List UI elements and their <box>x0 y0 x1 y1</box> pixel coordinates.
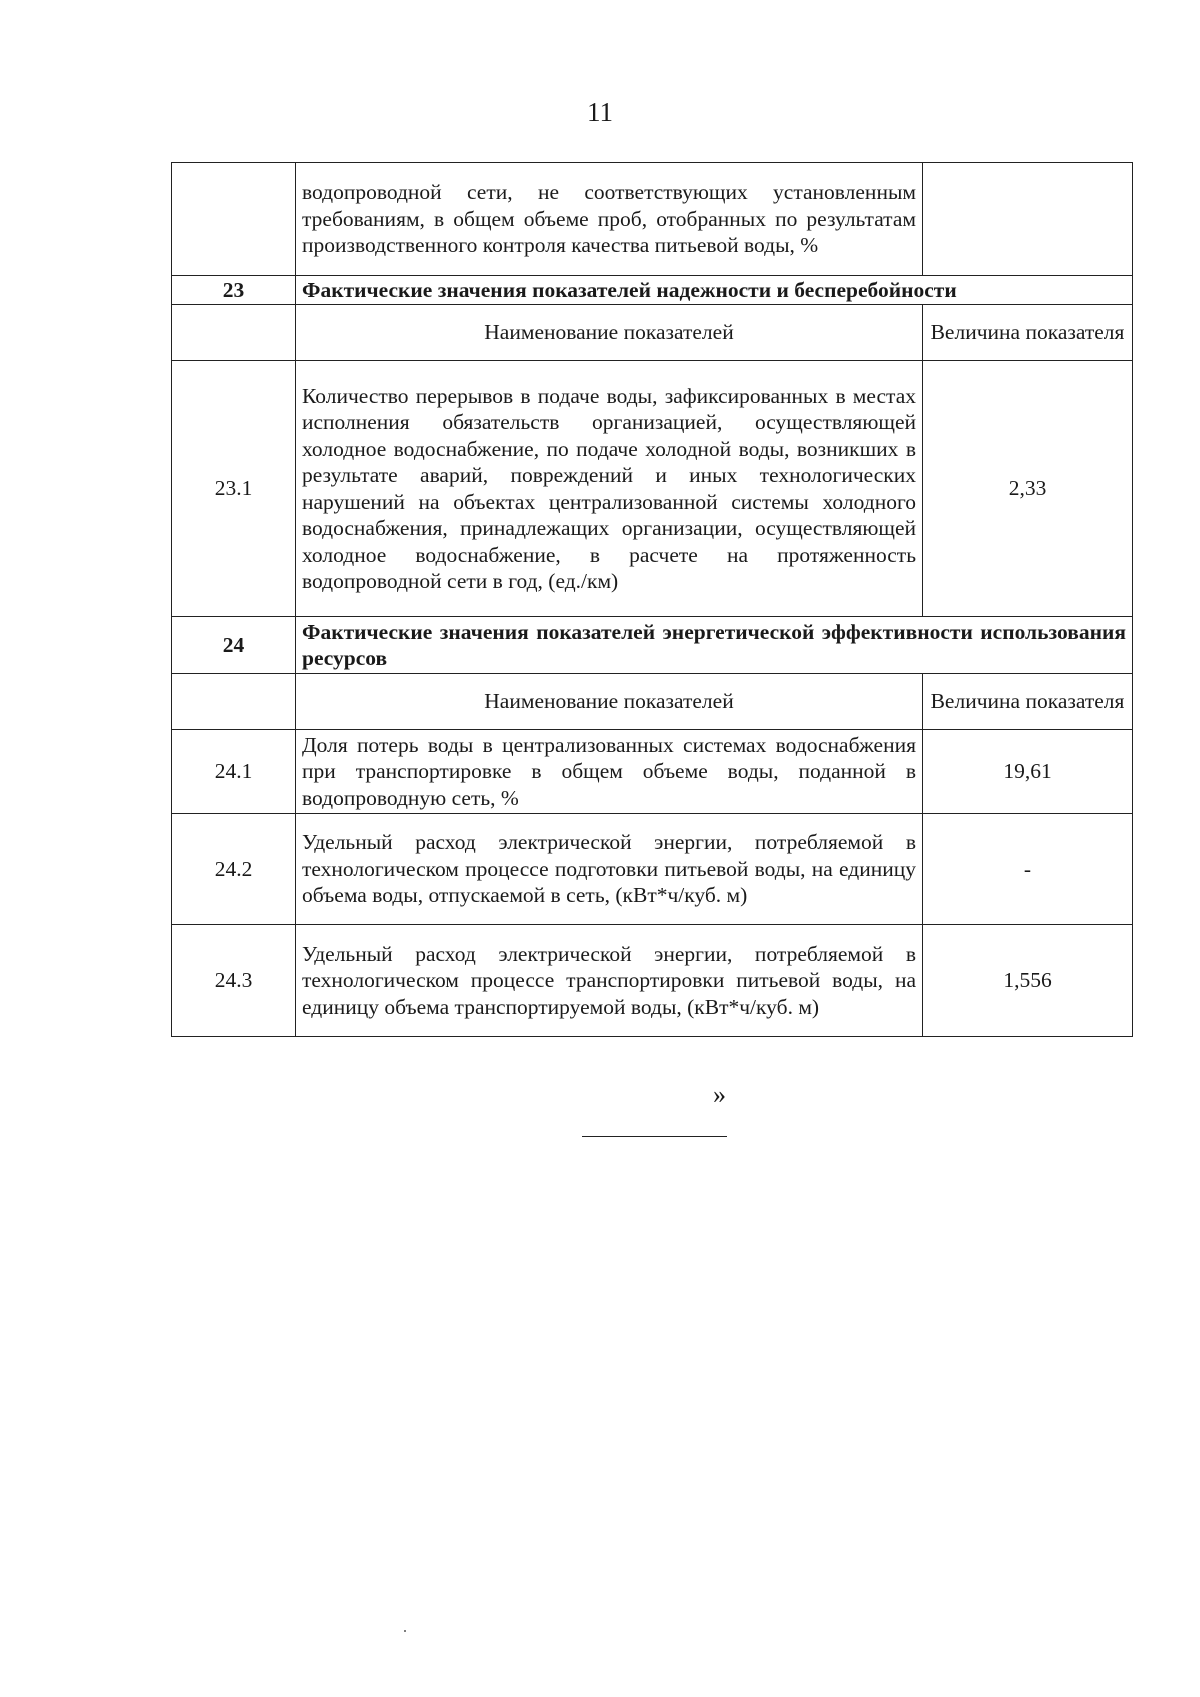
section-23-header <box>172 276 1133 305</box>
row-description: водопроводной сети, не соответствующих установленным требованиям, в общем объеме проб, отобранных по результатам производственного контроля качества питьевой воды, % <box>296 163 923 276</box>
end-line <box>582 1136 727 1137</box>
row-number: 23.1 <box>172 361 296 617</box>
section-23-column-header <box>172 305 1133 361</box>
table-row-24-2 <box>172 814 1133 925</box>
column-header-number-cell <box>172 674 296 730</box>
row-number: 24.2 <box>172 814 296 925</box>
row-value: - <box>923 814 1133 925</box>
row-description: Количество перерывов в подаче воды, зафиксированных в местах исполнения обязательств организацией, осуществляющей холодное водоснабжение, по подаче холодной воды, возникших в результате аварий, повреждений и иных технологических нарушений на объектах централизованной системы холодного водоснабжения, принадлежащих организации, осуществляющей холодное водоснабжение, в расчете на протяженность водопроводной сети в год, (ед./км) <box>296 361 923 617</box>
page-number: 11 <box>587 97 613 127</box>
section-23-title: Фактические значения показателей надежности и бесперебойности <box>296 276 1133 305</box>
section-24-number: 24 <box>172 617 296 674</box>
column-header-value: Величина показателя <box>923 305 1133 361</box>
row-number: 24.1 <box>172 730 296 814</box>
scan-speck <box>404 1630 406 1632</box>
row-number: 24.3 <box>172 925 296 1037</box>
column-header-name: Наименование показателей <box>296 674 923 730</box>
table-row-continuation <box>172 163 1133 276</box>
row-description: Удельный расход электрической энергии, потребляемой в технологическом процессе подготовки питьевой воды, на единицу объема воды, отпускаемой в сеть, (кВт*ч/куб. м) <box>296 814 923 925</box>
section-23-number: 23 <box>172 276 296 305</box>
column-header-name: Наименование показателей <box>296 305 923 361</box>
row-value: 1,556 <box>923 925 1133 1037</box>
section-24-title: Фактические значения показателей энергетической эффективности использования ресурсов <box>296 617 1133 674</box>
table-row-23-1 <box>172 361 1133 617</box>
row-description: Удельный расход электрической энергии, потребляемой в технологическом процессе транспортировки питьевой воды, на единицу объема транспортируемой воды, (кВт*ч/куб. м) <box>296 925 923 1037</box>
section-24-header <box>172 617 1133 674</box>
column-header-value: Величина показателя <box>923 674 1133 730</box>
section-24-column-header <box>172 674 1133 730</box>
row-description: Доля потерь воды в централизованных системах водоснабжения при транспортировке в общем объеме воды, поданной в водопроводную сеть, % <box>296 730 923 814</box>
column-header-number-cell <box>172 305 296 361</box>
row-value-cell <box>923 163 1133 276</box>
table-row-24-1 <box>172 730 1133 814</box>
indicators-table <box>171 162 1133 1037</box>
row-value: 2,33 <box>923 361 1133 617</box>
table-row-24-3 <box>172 925 1133 1037</box>
row-value: 19,61 <box>923 730 1133 814</box>
closing-quote: » <box>713 1080 726 1109</box>
row-number-cell <box>172 163 296 276</box>
